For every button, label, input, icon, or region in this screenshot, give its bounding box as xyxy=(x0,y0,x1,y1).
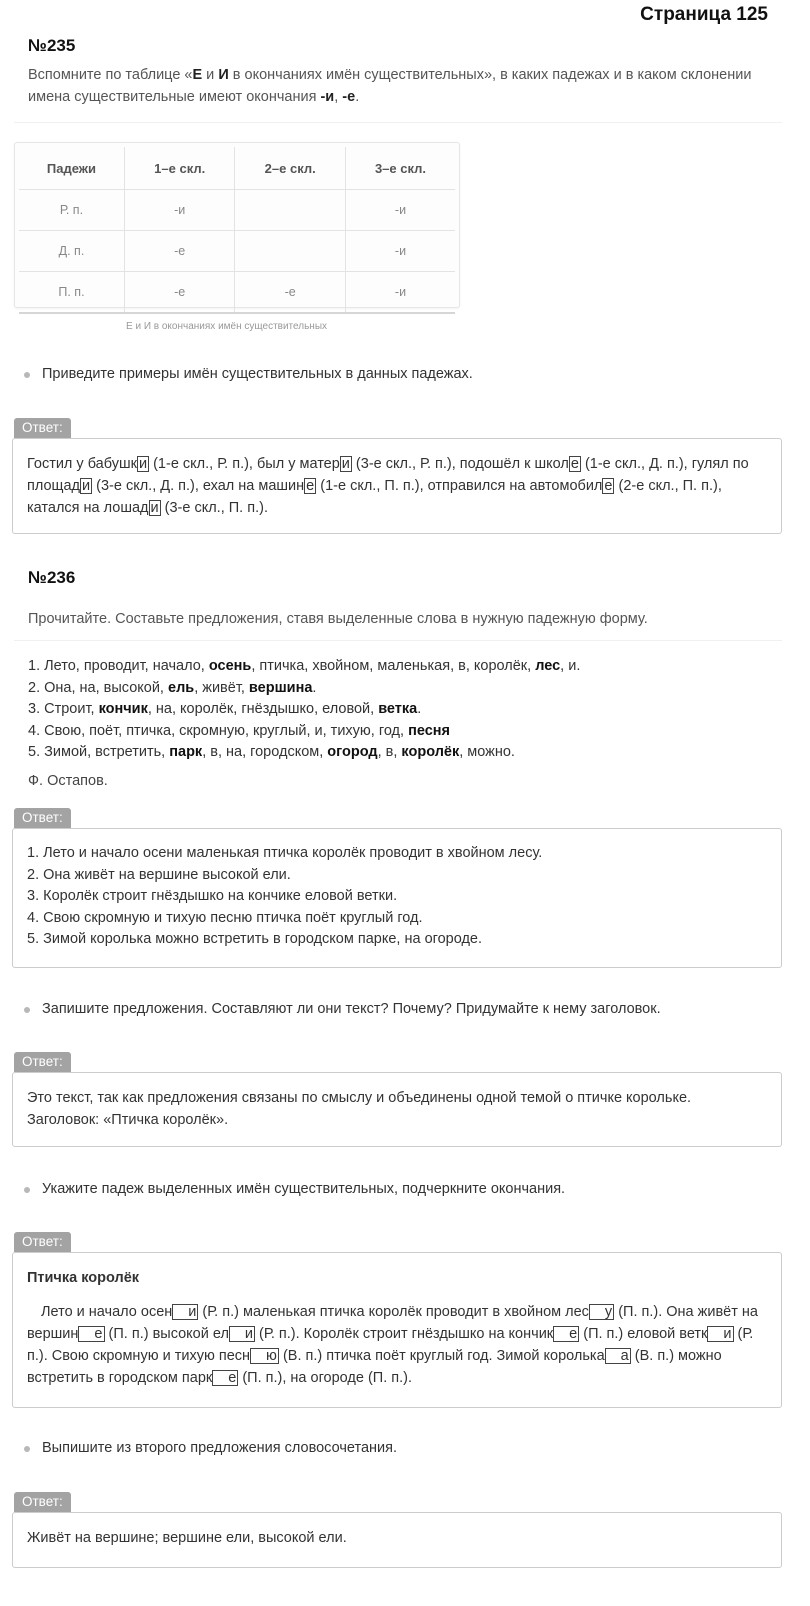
answer-label: Ответ: xyxy=(14,1232,71,1252)
table-cell: -е xyxy=(235,272,346,314)
answer-line: 1. Лето и начало осени маленькая птичка королёк проводит в хвойном лесу. xyxy=(27,845,543,861)
table-cell xyxy=(235,231,346,272)
answer-title: Птичка королёк xyxy=(27,1270,140,1286)
answer-line: Заголовок: «Птичка королёк». xyxy=(27,1112,229,1128)
bullet-item: Выпишите из второго предложения словосочетания. xyxy=(24,1440,780,1456)
table-cell xyxy=(235,190,346,231)
table-header: 3–е скл. xyxy=(345,147,455,190)
answer-label: Ответ: xyxy=(14,1492,71,1512)
word-list xyxy=(28,656,780,764)
table-cell: -е xyxy=(124,231,235,272)
task-235-prompt: Вспомните по таблице «Е и И в окончаниях имён существительных», в каких падежах и в каком склонении имена существительные имеют окончания -и, -е. xyxy=(28,67,752,105)
list-item: 1. Лето, проводит, начало, осень, птичка, хвойном, маленькая, в, королёк, лес, и. xyxy=(28,658,581,674)
answer-line: 5. Зимой королька можно встретить в городском парке, на огороде. xyxy=(27,931,483,947)
author: Ф. Остапов. xyxy=(28,773,108,789)
table-row xyxy=(19,272,455,314)
answer-box: Птичка королёк Лето и начало осен и (Р. п.) маленькая птичка королёк проводит в хвойном лес у (П. п.). Она живёт на вершин е (П. п.) высокой ел и (Р. п.). Королёк строит гнёздышко на кончик е (П. п.) еловой ветк и (Р. п.). Свою скромную и тихую песн ю (В. п.) птичка поёт круглый год. Зимой королька а (В. п.) можно встретить в городском парк е (П. п.), на огороде (П. п.). xyxy=(12,1252,782,1408)
endings-table xyxy=(19,147,455,314)
table-header: Падежи xyxy=(19,147,124,190)
table-cell: -е xyxy=(124,272,235,314)
bullet-item: Запишите предложения. Составляют ли они текст? Почему? Придумайте к нему заголовок. xyxy=(24,1001,780,1017)
answer-box xyxy=(12,1512,782,1568)
endings-table-card xyxy=(14,142,460,308)
task-235-number: №235 xyxy=(28,36,76,55)
bullet-dot-icon xyxy=(24,1446,30,1452)
bullet-item: Укажите падеж выделенных имён существительных, подчеркните окончания. xyxy=(24,1181,780,1197)
list-item: 5. Зимой, встретить, парк, в, на, городском, огород, в, королёк, можно. xyxy=(28,744,515,760)
table-cell: -и xyxy=(345,190,455,231)
table-row xyxy=(19,231,455,272)
answer-line: Живёт на вершине; вершине ели, высокой ели. xyxy=(27,1530,347,1546)
table-header: 2–е скл. xyxy=(235,147,346,190)
table-cell: -и xyxy=(124,190,235,231)
list-item: 3. Строит, кончик, на, королёк, гнёздышко, еловой, ветка. xyxy=(28,701,422,717)
table-cell: -и xyxy=(345,272,455,314)
answer-box xyxy=(12,828,782,968)
answer-label: Ответ: xyxy=(14,418,71,438)
answer-label: Ответ: xyxy=(14,1052,71,1072)
answer-line: 3. Королёк строит гнёздышко на кончике еловой ветки. xyxy=(27,888,398,904)
table-cell: П. п. xyxy=(19,272,124,314)
table-cell: Р. п. xyxy=(19,190,124,231)
table-row xyxy=(19,190,455,231)
bullet-dot-icon xyxy=(24,1007,30,1013)
divider xyxy=(14,640,782,641)
table-caption: Е и И в окончаниях имён существительных xyxy=(126,321,328,332)
task-236-number: №236 xyxy=(28,568,76,587)
list-item: 2. Она, на, высокой, ель, живёт, вершина. xyxy=(28,679,317,696)
table-cell: -и xyxy=(345,231,455,272)
answer-line: 4. Свою скромную и тихую песню птичка поёт круглый год. xyxy=(27,909,423,926)
answer-line: Это текст, так как предложения связаны по смыслу и объединены одной темой о птичке корольке. xyxy=(27,1090,692,1106)
table-cell: Д. п. xyxy=(19,231,124,272)
list-item: 4. Свою, поёт, птичка, скромную, круглый, и, тихую, год, песня xyxy=(28,722,451,739)
answer-line: 2. Она живёт на вершине высокой ели. xyxy=(27,866,291,883)
answer-box xyxy=(12,1072,782,1147)
task-236-prompt: Прочитайте. Составьте предложения, ставя выделенные слова в нужную падежную форму. xyxy=(28,611,648,627)
answer-box: Гостил у бабушк и (1-е скл., Р. п.), был у матер и (3-е скл., Р. п.), подошёл к школ е (1-е скл., Д. п.), гулял по площад и (3-е скл., Д. п.), ехал на машин е (1-е скл., П. п.), отправился на автомобил е (2-е скл., П. п.), катался на лошад и (3-е скл., П. п.). xyxy=(12,438,782,534)
answer-label: Ответ: xyxy=(14,808,71,828)
divider xyxy=(14,122,782,123)
bullet-item: Приведите примеры имён существительных в данных падежах. xyxy=(24,366,780,382)
bullet-dot-icon xyxy=(24,1187,30,1193)
page-number: Страница 125 xyxy=(640,4,768,25)
bullet-dot-icon xyxy=(24,372,30,378)
table-header: 1–е скл. xyxy=(124,147,235,190)
